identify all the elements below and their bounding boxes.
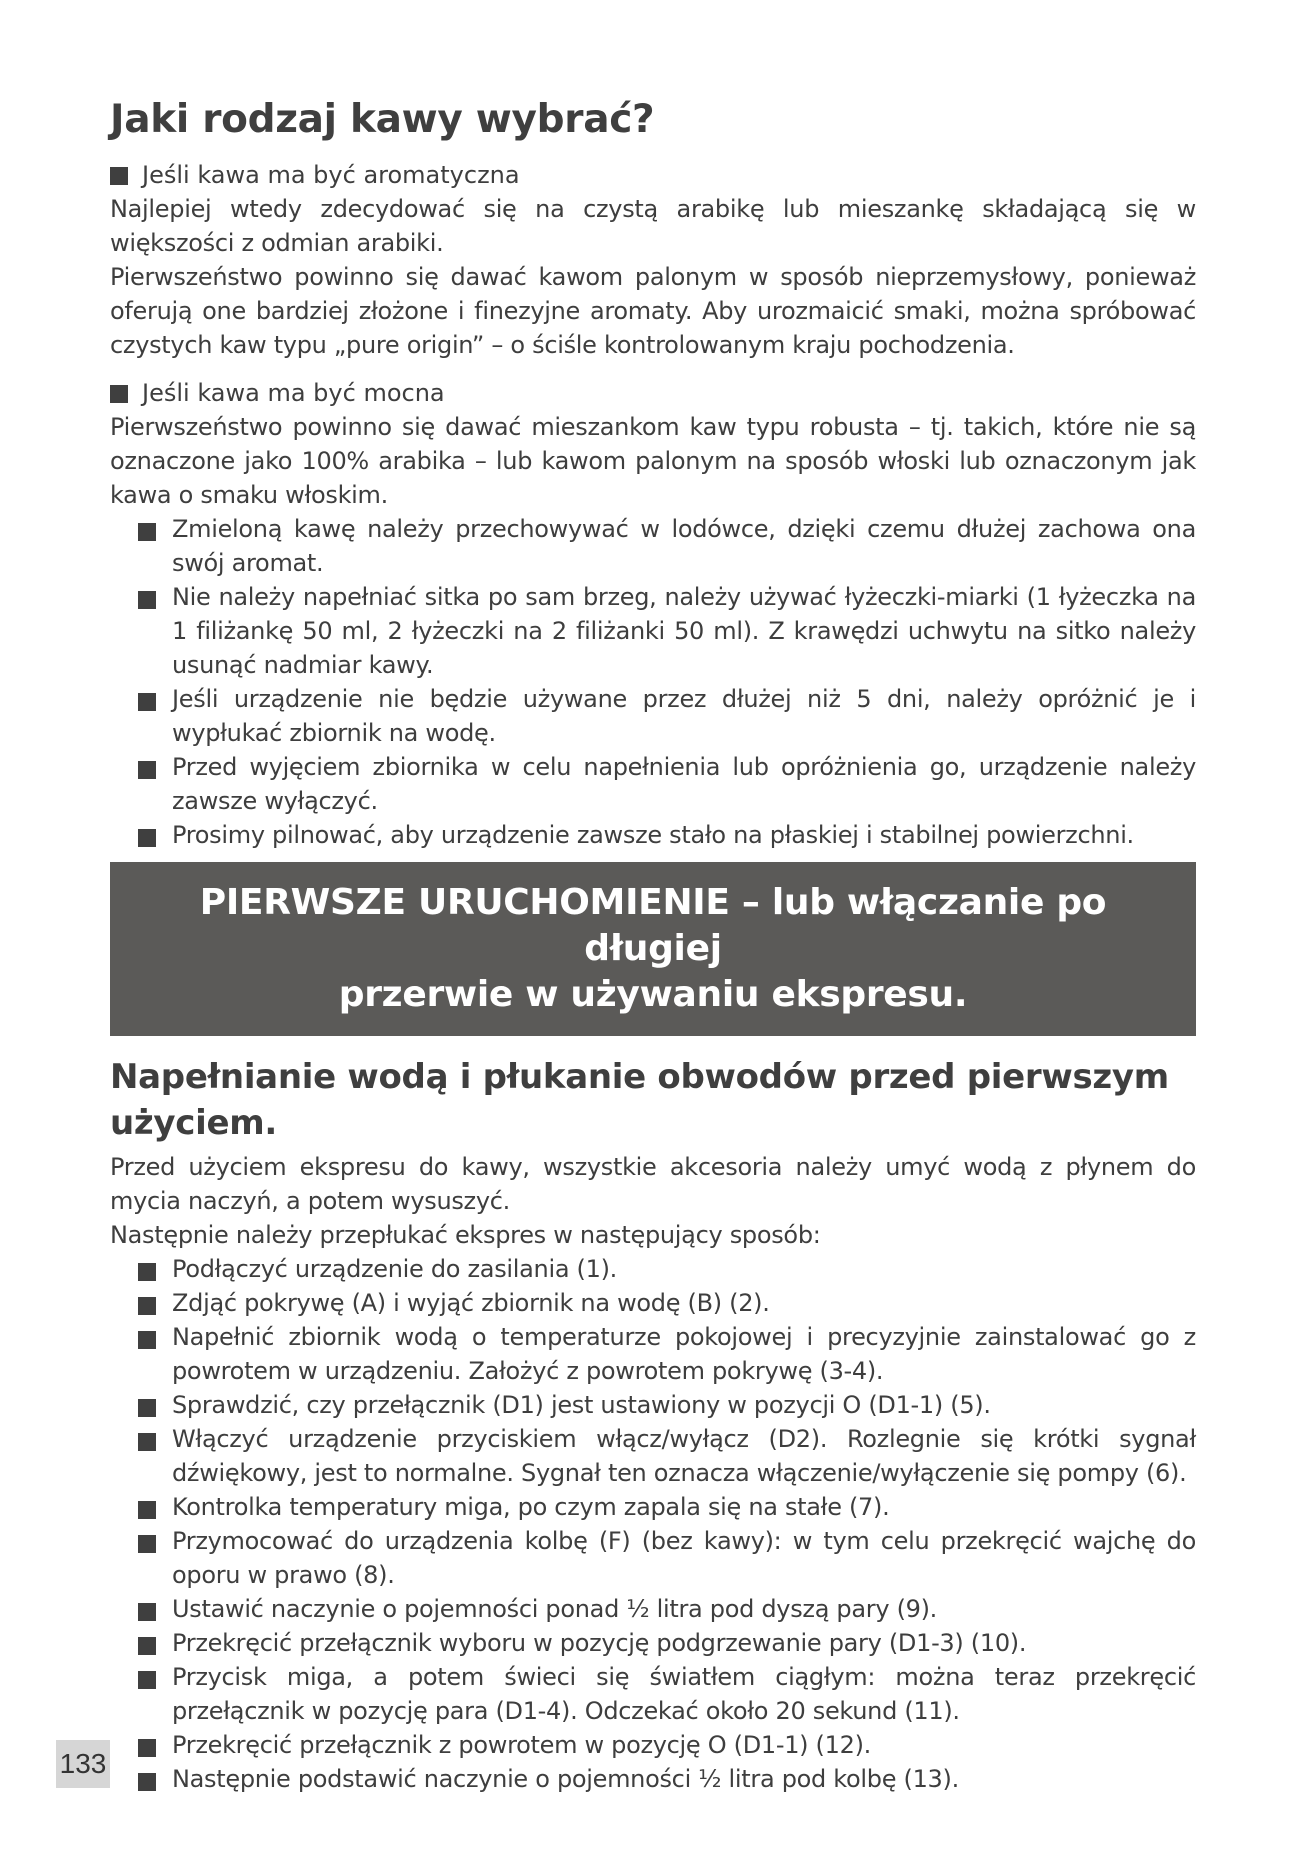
aromatic-heading-text: Jeśli kawa ma być aromatyczna <box>142 161 520 189</box>
banner-line-2: przerwie w używaniu ekspresu. <box>338 974 968 1015</box>
list-item: Następnie podstawić naczynie o pojemności ½ litra pod kolbę (13). <box>138 1762 1196 1796</box>
aromatic-paragraph-2: Pierwszeństwo powinno się dawać kawom palonym w sposób nieprzemysłowy, ponieważ oferują one bardziej złożone i finezyjne aromaty. Aby urozmaicić smaki, można spróbować czystych kaw typu „pure origin” – o ściśle kontrolowanym kraju pochodzenia. <box>110 263 1196 359</box>
bullet-square-icon <box>138 1739 156 1757</box>
section-heading: Napełnianie wodą i płukanie obwodów przed pierwszym użyciem. <box>110 1057 1169 1143</box>
bullet-square-icon <box>138 829 156 847</box>
page-title: Jaki rodzaj kawy wybrać? <box>110 97 655 142</box>
bullet-square-icon <box>138 1603 156 1621</box>
list-item: Napełnić zbiornik wodą o temperaturze pokojowej i precyzyjnie zainstalować go z powrotem w urządzeniu. Założyć z powrotem pokrywę (3-4). <box>138 1320 1196 1388</box>
list-item: Jeśli urządzenie nie będzie używane przez dłużej niż 5 dni, należy opróżnić je i wypłukać zbiornik na wodę. <box>138 682 1196 750</box>
bullet-square-icon <box>138 1637 156 1655</box>
bullet-square-icon <box>138 1297 156 1315</box>
list-item: Podłączyć urządzenie do zasilania (1). <box>138 1252 1196 1286</box>
aromatic-heading <box>110 158 1196 192</box>
bullet-square-icon <box>138 591 156 609</box>
bullet-square-icon <box>138 761 156 779</box>
section-paragraph-2: Następnie należy przepłukać ekspres w następujący sposób: <box>110 1221 821 1249</box>
list-item: Zmieloną kawę należy przechowywać w lodówce, dzięki czemu dłużej zachowa ona swój aromat. <box>138 512 1196 580</box>
strong-heading-text: Jeśli kawa ma być mocna <box>142 379 445 407</box>
bullet-square-icon <box>138 693 156 711</box>
strong-paragraph: Pierwszeństwo powinno się dawać mieszankom kaw typu robusta – tj. takich, które nie są oznaczone jako 100% arabika – lub kawom palonym na sposób włoski lub oznaczonym jak kawa o smaku włoskim. <box>110 413 1196 509</box>
banner-line-1: PIERWSZE URUCHOMIENIE – lub włączanie po długiej <box>199 882 1107 969</box>
list-item: Przymocować do urządzenia kolbę (F) (bez kawy): w tym celu przekręcić wajchę do oporu w prawo (8). <box>138 1524 1196 1592</box>
bullet-square-icon <box>138 1331 156 1349</box>
bullet-square-icon <box>138 1501 156 1519</box>
strong-heading <box>110 376 1196 410</box>
bullet-square-icon <box>138 1535 156 1553</box>
list-item: Przekręcić przełącznik z powrotem w pozycję O (D1-1) (12). <box>138 1728 1196 1762</box>
bullet-square-icon <box>110 385 128 403</box>
section-banner <box>110 862 1196 1036</box>
bullet-square-icon <box>110 167 128 185</box>
list-item: Przycisk miga, a potem świeci się światłem ciągłym: można teraz przekręcić przełącznik w pozycję para (D1-4). Odczekać około 20 sekund (11). <box>138 1660 1196 1728</box>
list-item: Sprawdzić, czy przełącznik (D1) jest ustawiony w pozycji O (D1-1) (5). <box>138 1388 1196 1422</box>
document-page <box>110 96 1196 1796</box>
list-item: Przekręcić przełącznik wyboru w pozycję podgrzewanie pary (D1-3) (10). <box>138 1626 1196 1660</box>
list-item: Ustawić naczynie o pojemności ponad ½ litra pod dyszą pary (9). <box>138 1592 1196 1626</box>
bullet-square-icon <box>138 1263 156 1281</box>
bullet-square-icon <box>138 1399 156 1417</box>
list-item: Włączyć urządzenie przyciskiem włącz/wyłącz (D2). Rozlegnie się krótki sygnał dźwiękowy, jest to normalne. Sygnał ten oznacza włączenie/wyłączenie się pompy (6). <box>138 1422 1196 1490</box>
steps-list <box>110 1252 1196 1796</box>
list-item: Prosimy pilnować, aby urządzenie zawsze stało na płaskiej i stabilnej powierzchni. <box>138 818 1196 852</box>
list-item: Nie należy napełniać sitka po sam brzeg, należy używać łyżeczki-miarki (1 łyżeczka na 1 filiżankę 50 ml, 2 łyżeczki na 2 filiżanki 50 ml). Z krawędzi uchwytu na sitko należy usunąć nadmiar kawy. <box>138 580 1196 682</box>
page-number: 133 <box>56 1740 110 1788</box>
list-item: Zdjąć pokrywę (A) i wyjąć zbiornik na wodę (B) (2). <box>138 1286 1196 1320</box>
aromatic-paragraph-1: Najlepiej wtedy zdecydować się na czystą arabikę lub mieszankę składającą się w większości z odmian arabiki. <box>110 195 1196 257</box>
bullet-square-icon <box>138 1433 156 1451</box>
bullet-square-icon <box>138 1773 156 1791</box>
tips-list <box>110 512 1196 852</box>
list-item: Przed wyjęciem zbiornika w celu napełnienia lub opróżnienia go, urządzenie należy zawsze wyłączyć. <box>138 750 1196 818</box>
list-item: Kontrolka temperatury miga, po czym zapala się na stałe (7). <box>138 1490 1196 1524</box>
bullet-square-icon <box>138 523 156 541</box>
section-paragraph-1: Przed użyciem ekspresu do kawy, wszystkie akcesoria należy umyć wodą z płynem do mycia naczyń, a potem wysuszyć. <box>110 1153 1196 1215</box>
bullet-square-icon <box>138 1671 156 1689</box>
